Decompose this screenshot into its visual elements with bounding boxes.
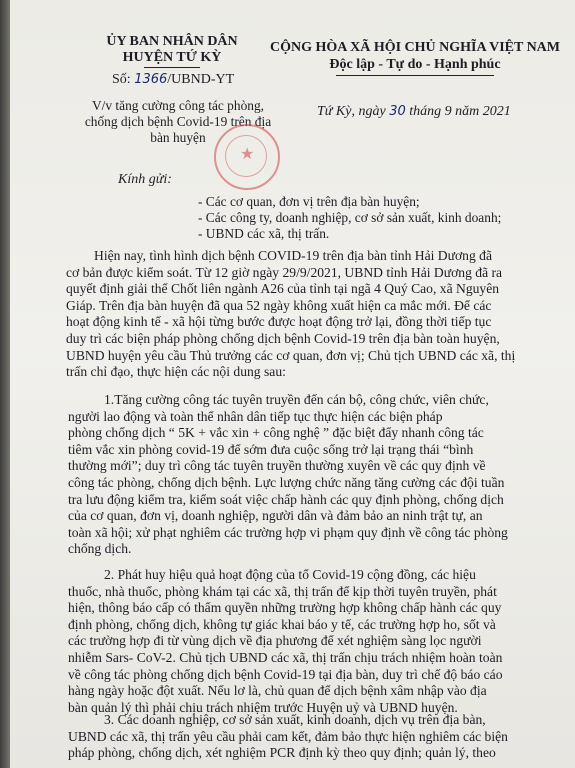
item-3-paragraph: 3. Các doanh nghiệp, cơ sở sản xuất, kinh doanh, dịch vụ trên địa bàn, UBND các xã, thị trấn yêu cầu phải cam kết, đảm bảo thực hiện nghiêm các biện pháp phòng, chống dịch, xét nghiệm PCR định kỳ theo quy định; quản lý, theo [68,712,508,761]
recipient-3: - UBND các xã, thị trấn. [198,226,330,241]
national-title: CỘNG HÒA XÃ HỘI CHỦ NGHĨA VIỆT NAM [269,40,560,55]
red-seal-stamp: ★ [214,124,280,190]
org-underline [144,67,200,68]
document-subject: V/v tăng cường công tác phòng, chống dịch bệnh Covid-19 trên địa bàn huyện [84,98,272,145]
issue-date: Tứ Kỳ, ngày 30 tháng 9 năm 2021 [317,104,511,119]
document-number: Số: 1366/UBND-YT [112,72,235,87]
item-1-paragraph: 1.Tăng cường công tác tuyên truyền đến cán bộ, công chức, viên chức, người lao động và toàn thể nhân dân tiếp tục thực hiện các biện pháp phòng chống dịch “ 5K + vắc xin + công nghệ ” đặc biệt đẩy nhanh công tác tiêm vắc xin phòng covid-19 để sớm đưa cuộc sống trở lại trạng thái “bình thường mới”; duy trì công tác tuyên truyền thường xuyên về các quy định về công tác phòng, chống dịch bệnh. Lực lượng chức năng tăng cường các đội tuần tra lưu động kiểm tra, kiểm soát việc chấp hành các quy định phòng, chống dịch của cơ quan, đơn vị, doanh nghiệp, người dân và đảm bảo an ninh trật tự, an toàn xã hội; xử phạt nghiêm các trường hợp vi phạm quy định về công tác phòng chống dịch. [68,392,508,557]
intro-paragraph: Hiện nay, tình hình dịch bệnh COVID-19 trên địa bàn tỉnh Hải Dương đã cơ bản được kiểm soát. Từ 12 giờ ngày 29/9/2021, UBND tỉnh Hải Dương đã ra quyết định giải thể Chốt liên ngành A26 của tỉnh tại ngã 4 Quý Cao, xã Nguyên Giáp. Trên địa bàn huyện đã qua 52 ngày không xuất hiện ca mắc mới. Để các hoạt động kinh tế - xã hội từng bước được hoạt động trở lại, đồng thời tiếp tục duy trì các biện pháp phòng chống dịch bệnh Covid-19 trên địa bàn toàn huyện, UBND huyện yêu cầu Thủ trưởng các cơ quan, đơn vị; Chủ tịch UBND các xã, thị trấn chỉ đạo, thực hiện các nội dung sau: [66,248,516,380]
recipient-2: - Các công ty, doanh nghiệp, cơ sở sản xuất, kinh doanh; [198,210,502,225]
issuing-org-line1: ỦY BAN NHÂN DÂN [106,34,238,49]
page-edge-shadow [0,0,10,768]
issuing-org-line2: HUYỆN TỨ KỲ [122,50,222,65]
national-motto: Độc lập - Tự do - Hạnh phúc [329,57,501,72]
handwritten-day: 30 [389,104,406,119]
recipient-1: - Các cơ quan, đơn vị trên địa bàn huyện; [198,194,420,209]
recipients-label: Kính gửi: [118,172,172,187]
motto-underline [336,75,494,76]
item-2-paragraph: 2. Phát huy hiệu quả hoạt động của tổ Covid-19 cộng đồng, các hiệu thuốc, nhà thuốc, phòng khám tại các xã, thị trấn để kịp thời tuyên truyền, phát hiện, thông báo cấp có thẩm quyền những trường hợp không chấp hành các quy định phòng, chống dịch, không tự giác khai báo y tế, các trường hợp ho, sốt và các trường hợp đi từ vùng dịch về địa phương để xét nghiệm sàng lọc người nhiễm Sars- CoV-2. Chủ tịch UBND các xã, thị trấn chịu trách nhiệm hoàn toàn về công tác phòng chống dịch bệnh Covid-19 tại địa bàn, duy trì chế độ báo cáo hàng ngày hoặc đột xuất. Nếu lơ là, chủ quan để dịch bệnh xâm nhập vào địa bàn quản lý thì phải chịu trách nhiệm trước Huyện uỷ và UBND huyện. [68,567,503,715]
handwritten-number: 1366 [134,72,168,87]
official-letter [10,0,575,768]
